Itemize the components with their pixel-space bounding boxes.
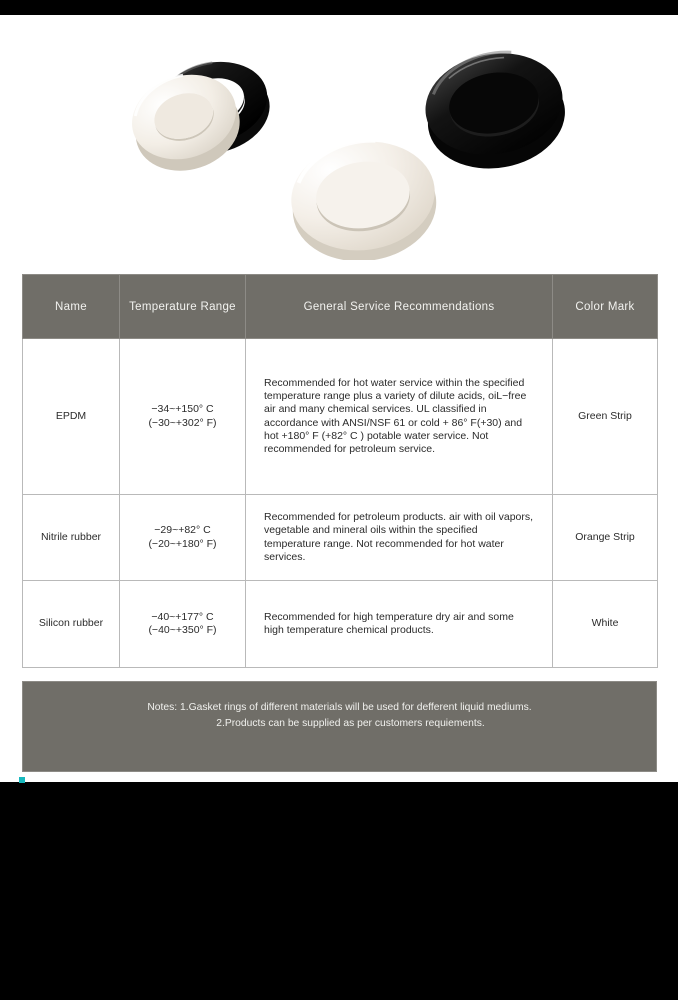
- cell-color-mark: Green Strip: [553, 339, 658, 495]
- cell-material-name: Nitrile rubber: [23, 495, 120, 581]
- table-row: [23, 339, 658, 495]
- temperature-fahrenheit: (−20~+180° F): [148, 537, 217, 550]
- column-header-temperature: Temperature Range: [120, 275, 246, 339]
- temperature-celsius: −40~+177° C: [151, 610, 214, 623]
- teal-pixel-artifact: [19, 777, 25, 783]
- cell-recommendations: [246, 495, 553, 581]
- temperature-celsius: −29~+82° C: [154, 524, 211, 537]
- column-header-color-mark: Color Mark: [553, 275, 658, 339]
- cell-material-name: Silicon rubber: [23, 581, 120, 668]
- cell-material-name: EPDM: [23, 339, 120, 495]
- black-ring-large-right: [417, 43, 573, 180]
- cell-color-mark: White: [553, 581, 658, 668]
- document-page: [0, 15, 678, 782]
- table-body: [23, 339, 658, 668]
- white-ring-large-center: [284, 132, 443, 260]
- column-header-name: Name: [23, 275, 120, 339]
- product-photo: [0, 15, 678, 260]
- recommendation-text: Recommended for high temperature dry air and some high temperature chemical products.: [264, 610, 514, 636]
- cell-recommendations: [246, 581, 553, 668]
- cell-temperature-range: [120, 495, 246, 581]
- material-spec-table: [22, 274, 658, 668]
- table-header-row: [23, 275, 658, 339]
- letterbox-bar-bottom: [0, 782, 678, 1000]
- table-header: [23, 275, 658, 339]
- column-header-recommendations: General Service Recommendations: [246, 275, 553, 339]
- table-row: [23, 495, 658, 581]
- table-row: [23, 581, 658, 668]
- gasket-rings-illustration: [0, 15, 678, 260]
- cell-temperature-range: [120, 581, 246, 668]
- recommendation-text: Recommended for hot water service within the specified temperature range plus a variety of dilute acids, oiL−free air and many chemical services. UL classified in accordance with ANSI/NSF 61 or cold + 86° F(+30) and hot +180° F (+82° C ) potable water service. Not recommended for petroleum service.: [264, 377, 527, 455]
- note-line-1: Notes: 1.Gasket rings of different materials will be used for defferent liquid mediums.: [147, 702, 532, 713]
- temperature-celsius: −34~+150° C: [151, 403, 214, 416]
- temperature-fahrenheit: (−40~+350° F): [148, 624, 217, 636]
- note-line-2: 2.Products can be supplied as per customers requiements.: [216, 717, 485, 729]
- cell-color-mark: Orange Strip: [553, 495, 658, 581]
- cell-recommendations: [246, 339, 553, 495]
- cell-temperature-range: [120, 339, 246, 495]
- recommendation-text: Recommended for petroleum products. air with oil vapors, vegetable and mineral oils within the specified temperature range. Not recommended for hot water services.: [264, 511, 534, 563]
- temperature-fahrenheit: (−30~+302° F): [148, 416, 217, 429]
- notes-footer: [22, 681, 657, 772]
- letterbox-bar-top: [0, 0, 678, 15]
